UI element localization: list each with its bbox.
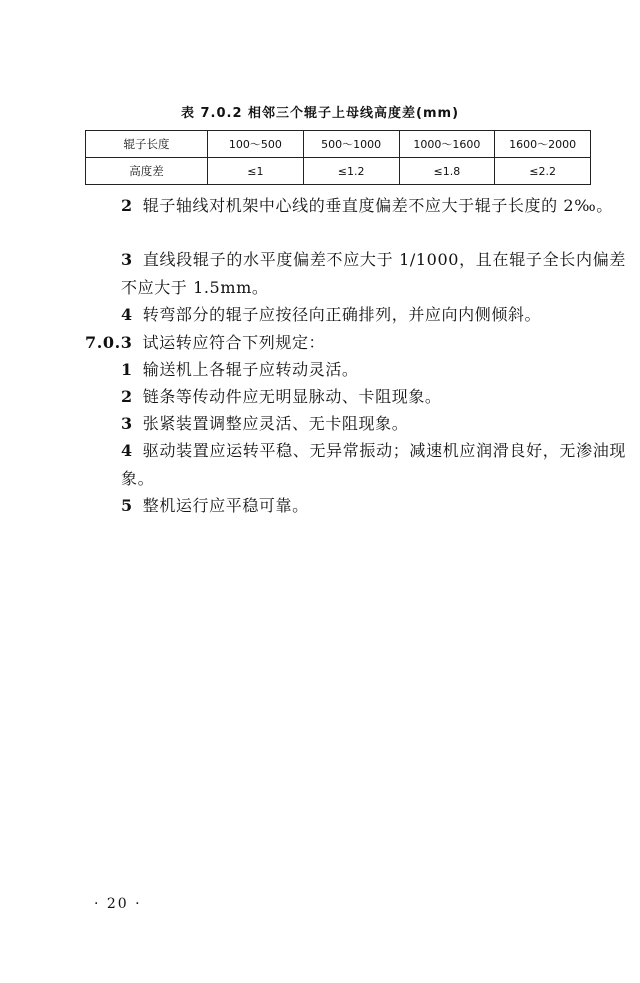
table-caption: 表 7.0.2 相邻三个辊子上母线高度差(mm) bbox=[180, 106, 460, 121]
item-number: 2 bbox=[121, 387, 133, 406]
item-number: 1 bbox=[121, 360, 133, 379]
item-number: 4 bbox=[121, 305, 133, 324]
list-item bbox=[85, 492, 626, 520]
table-cell: ≤1.8 bbox=[399, 158, 495, 185]
table-cell: ≤1.2 bbox=[303, 158, 399, 185]
table-cell: ≤1 bbox=[208, 158, 304, 185]
item-number: 3 bbox=[121, 414, 133, 433]
table-header-cell: 1000～1600 bbox=[399, 131, 495, 158]
table-header-row bbox=[86, 131, 591, 158]
item-number: 5 bbox=[121, 496, 133, 515]
paragraph-text: 辊子轴线对机架中心线的垂直度偏差不应大于辊子长度的 2‰。 bbox=[142, 196, 613, 215]
item-text: 输送机上各辊子应转动灵活。 bbox=[142, 360, 359, 379]
section-number: 7.0.3 bbox=[85, 333, 133, 352]
list-item bbox=[85, 410, 626, 438]
section-text: 试运转应符合下列规定： bbox=[142, 333, 326, 352]
item-text: 张紧装置调整应灵活、无卡阻现象。 bbox=[142, 414, 409, 433]
paragraph-text: 转弯部分的辊子应按径向正确排列，并应向内侧倾斜。 bbox=[142, 305, 542, 324]
table-cell: 高度差 bbox=[86, 158, 208, 185]
list-item bbox=[85, 356, 626, 384]
table-header-cell: 辊子长度 bbox=[86, 131, 208, 158]
list-item bbox=[85, 437, 626, 493]
table-header-cell: 1600～2000 bbox=[495, 131, 591, 158]
item-number: 2 bbox=[121, 196, 133, 215]
item-number: 4 bbox=[121, 441, 133, 460]
table-cell: ≤2.2 bbox=[495, 158, 591, 185]
section-heading bbox=[85, 329, 590, 357]
item-text: 整机运行应平稳可靠。 bbox=[142, 496, 309, 515]
paragraph bbox=[85, 301, 626, 329]
item-number: 3 bbox=[121, 250, 133, 269]
paragraph bbox=[85, 246, 626, 302]
paragraph bbox=[85, 192, 626, 220]
table-header-cell: 100～500 bbox=[208, 131, 304, 158]
paragraph-text: 直线段辊子的水平度偏差不应大于 1/1000，且在辊子全长内偏差不应大于 1.5mm。 bbox=[121, 250, 626, 297]
table-row bbox=[86, 158, 591, 185]
item-text: 驱动装置应运转平稳、无异常振动；减速机应润滑良好，无渗油现象。 bbox=[121, 441, 626, 488]
page-number: · 20 · bbox=[94, 896, 142, 912]
table-header-cell: 500～1000 bbox=[303, 131, 399, 158]
list-item bbox=[85, 383, 626, 411]
item-text: 链条等传动件应无明显脉动、卡阻现象。 bbox=[142, 387, 442, 406]
height-difference-table bbox=[85, 130, 591, 185]
